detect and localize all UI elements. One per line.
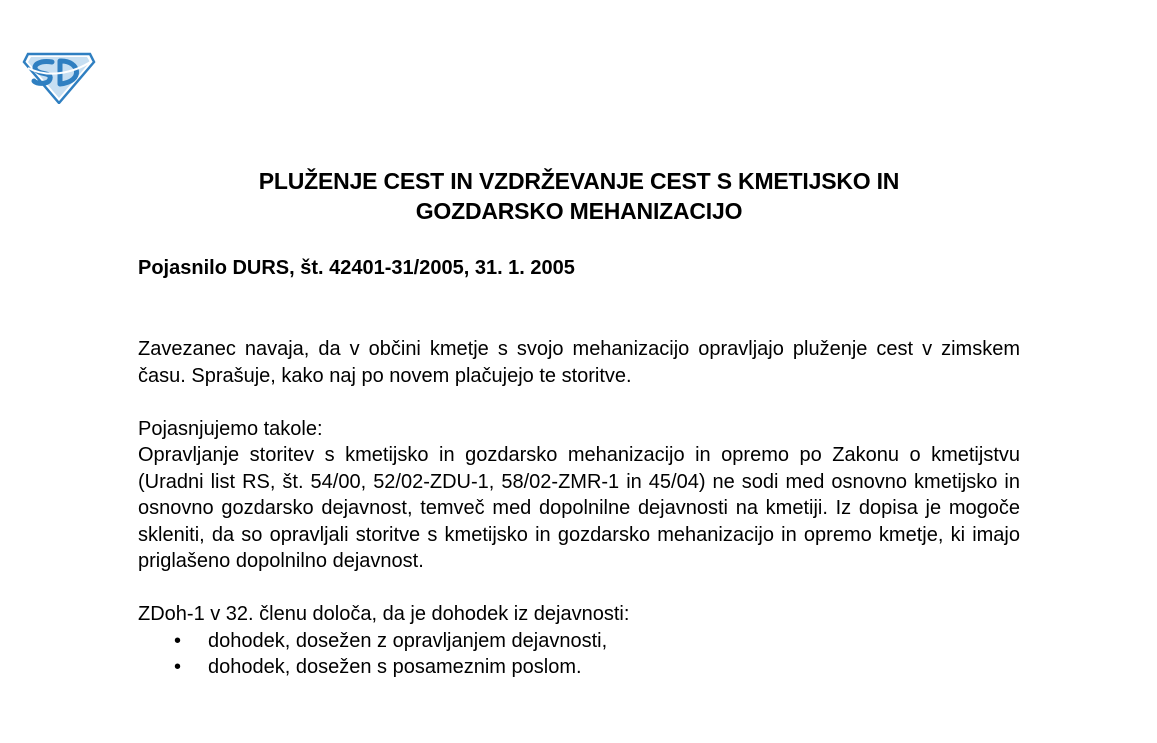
bullet-list — [138, 628, 1020, 681]
list-item-text: dohodek, dosežen z opravljanjem dejavnosti, — [208, 629, 608, 652]
list-item — [138, 628, 1020, 655]
title-line-1: PLUŽENJE CEST IN VZDRŽEVANJE CEST S KMETIJSKO IN — [258, 168, 900, 194]
document-body — [138, 336, 1020, 681]
paragraph-1: Zavezanec navaja, da v občini kmetje s svojo mehanizacijo opravljajo pluženje cest v zimskem času. Sprašuje, kako naj po novem plačujejo te storitve. — [138, 338, 1020, 387]
document-title — [138, 166, 1020, 226]
paragraph-2-body: Opravljanje storitev s kmetijsko in gozdarsko mehanizacijo in opremo po Zakonu o kmetijstvu (Uradni list RS, št. 54/00, 52/02-ZDU-1, 58/02-ZMR-1 in 45/04) ne sodi med osnovno kmetijsko in osnovno gozdarsko dejavnost, temveč med dopolnilne dejavnosti na kmetiji. Iz dopisa je mogoče skleniti, da so opravljali storitve s kmetijsko in gozdarsko mehanizacijo in opremo kmetje, ki imajo priglašeno dopolnilno dejavnost. — [138, 444, 1020, 572]
bullet-marker: • — [174, 656, 182, 678]
paragraph-2-lead: Pojasnjujemo takole: — [138, 417, 323, 440]
paragraph-gap — [138, 389, 1020, 416]
document-subtitle: Pojasnilo DURS, št. 42401-31/2005, 31. 1. 2005 — [138, 257, 575, 279]
list-item-text: dohodek, dosežen s posameznim poslom. — [208, 656, 582, 678]
paragraph-gap — [138, 575, 1020, 602]
bullet-marker: • — [174, 629, 182, 652]
paragraph-3-lead: ZDoh-1 v 32. členu določa, da je dohodek iz dejavnosti: — [138, 603, 630, 625]
company-logo-icon — [22, 48, 96, 104]
title-line-2: GOZDARSKO MEHANIZACIJO — [415, 198, 743, 224]
list-item — [138, 654, 1020, 681]
